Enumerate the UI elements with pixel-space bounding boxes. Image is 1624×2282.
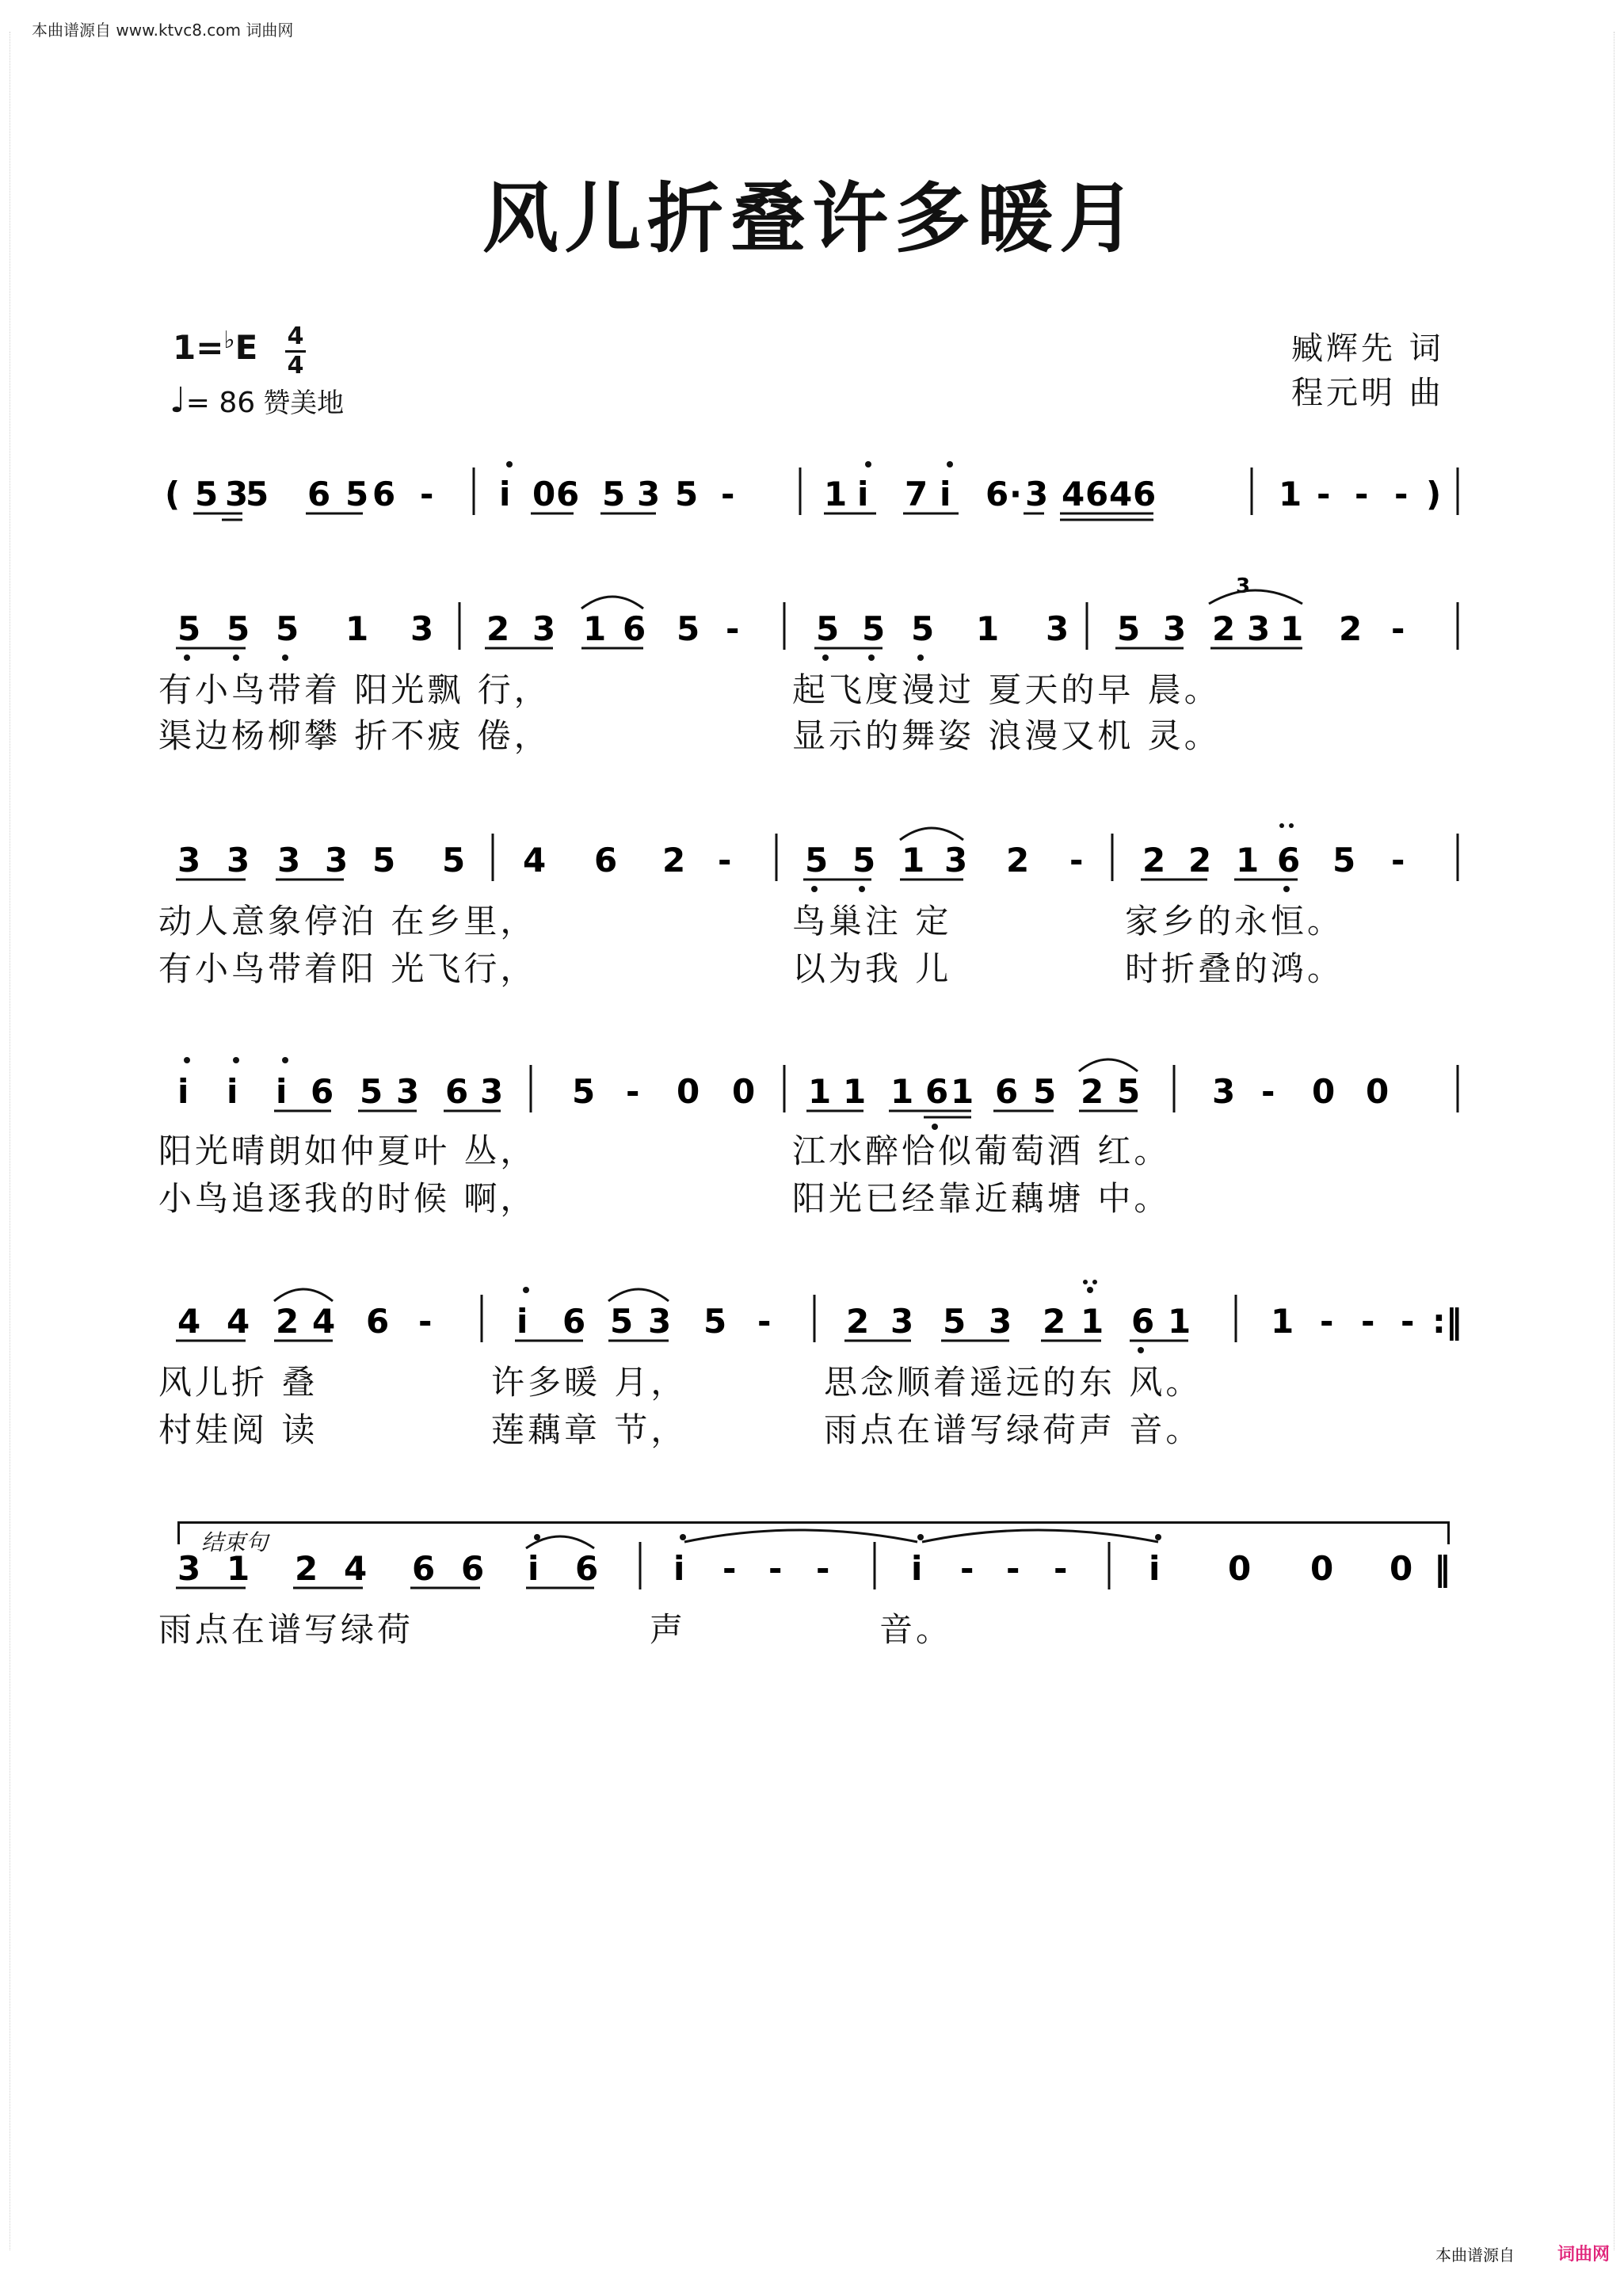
note: 5 [677, 609, 700, 648]
note: 4 [1062, 475, 1085, 513]
note: 3 [325, 841, 349, 880]
note: 6 [995, 1072, 1019, 1111]
note: 2 [1188, 841, 1212, 880]
expression-mark: 赞美地 [263, 387, 345, 419]
note: 1 [824, 475, 848, 513]
note: 5 [610, 1302, 634, 1341]
ending-label: 结束句 [201, 1529, 269, 1555]
note: · [1009, 475, 1022, 513]
note: 6 [594, 841, 618, 880]
note: - [1317, 475, 1331, 513]
note: 1 [1168, 1302, 1191, 1341]
note: 3 [989, 1302, 1012, 1341]
lyric-line-6: 小鸟追逐我的时候 啊， 阳光已经靠近藕塘 中。 [158, 1179, 1171, 1218]
note: 4 [177, 1302, 201, 1341]
note: 1 [843, 1072, 867, 1111]
note: 6 [412, 1549, 436, 1588]
note: 5 [372, 841, 396, 880]
note: 5 [1117, 1072, 1141, 1111]
note: 5 [572, 1072, 596, 1111]
note: 1 [808, 1072, 832, 1111]
note: 5 [602, 475, 626, 513]
note: - [960, 1549, 974, 1588]
note: 5 [1117, 609, 1141, 648]
note: 1 [1081, 1302, 1104, 1341]
note: 6 [311, 1072, 334, 1111]
note: - [757, 1302, 772, 1341]
note: 5 [703, 1302, 727, 1341]
footer-source: 本曲谱源自 [1435, 2246, 1515, 2265]
note: 3 [177, 1549, 201, 1588]
note: - [626, 1072, 640, 1111]
note: i [528, 1549, 539, 1588]
note: i [177, 1072, 189, 1111]
note: 1 [1280, 609, 1304, 648]
key-signature: 1=♭E [173, 326, 258, 367]
right-margin-strip [1614, 32, 1624, 2250]
lyric-line-2: 渠边杨柳攀 折不疲 倦， 显示的舞姿 浪漫又机 灵。 [158, 716, 1221, 755]
repeat-end: :‖ [1432, 1302, 1462, 1341]
system-5-notes [177, 1302, 1462, 1341]
note: 5 [345, 475, 369, 513]
note: 5 [442, 841, 466, 880]
note: - [816, 1549, 830, 1588]
note: ) [1426, 475, 1442, 513]
note: 6 [1131, 1302, 1155, 1341]
source-note: 本曲谱源自 www.ktvc8.com 词曲网 [32, 21, 294, 40]
lyric-line-9: 雨点在谱写绿荷 声 音。 [158, 1610, 953, 1649]
note: i [911, 1549, 923, 1588]
note: 5 [1332, 841, 1356, 880]
final-barline: ‖ [1434, 1549, 1451, 1588]
note: 5 [246, 475, 269, 513]
note: 0 [1310, 1549, 1334, 1588]
note: 6 [461, 1549, 485, 1588]
note: - [1261, 1072, 1275, 1111]
note: 6 [1133, 475, 1157, 513]
triplet-mark: 3 [1236, 574, 1251, 598]
note: 1 [1271, 1302, 1294, 1341]
note: i [517, 1302, 528, 1341]
note: - [418, 1302, 433, 1341]
footer-site-logo: 词曲网 [1557, 2245, 1611, 2265]
note: i [1149, 1549, 1161, 1588]
note: 1 [902, 841, 925, 880]
lyric-line-5: 阳光晴朗如仲夏叶 丛， 江水醉恰似葡萄酒 红。 [158, 1131, 1171, 1170]
system-2-notes [177, 574, 1405, 648]
note: i [227, 1072, 238, 1111]
note: 6 [985, 475, 1009, 513]
note: 4 [1109, 475, 1133, 513]
note: ( [165, 475, 181, 513]
note: 5 [177, 609, 201, 648]
note: 2 [846, 1302, 870, 1341]
note: 6 [1085, 475, 1109, 513]
note: 3 [944, 841, 968, 880]
note: 5 [862, 609, 886, 648]
system-3-notes [177, 841, 1405, 880]
note: 1 [1236, 841, 1260, 880]
note: 1 [345, 609, 369, 648]
note: 3 [1247, 609, 1271, 648]
note: 2 [662, 841, 686, 880]
note: - [726, 609, 740, 648]
lyricist-credit: 臧辉先 词 [1291, 330, 1444, 367]
system-3-dots [811, 823, 1294, 892]
note: 4 [344, 1549, 368, 1588]
note: 2 [1006, 841, 1030, 880]
note: 3 [890, 1302, 914, 1341]
note: 5 [360, 1072, 383, 1111]
note: 1 [227, 1549, 250, 1588]
note: 5 [195, 475, 219, 513]
tempo-marking: ♩= 86 赞美地 [170, 380, 345, 421]
note: - [722, 1549, 737, 1588]
note: 0 [1228, 1549, 1252, 1588]
note: - [1006, 1549, 1020, 1588]
note: 5 [675, 475, 699, 513]
note: 5 [805, 841, 829, 880]
note: 2 [1043, 1302, 1066, 1341]
note: 3 [225, 475, 249, 513]
note: 6 [307, 475, 331, 513]
note: - [1361, 1302, 1375, 1341]
note: 6 [1277, 841, 1301, 880]
note: 5 [276, 609, 299, 648]
note: 6 [445, 1072, 469, 1111]
note: 2 [276, 1302, 299, 1341]
note: - [1394, 475, 1409, 513]
note: 3 [410, 609, 434, 648]
note: 5 [943, 1302, 966, 1341]
note: 2 [1142, 841, 1166, 880]
note: 6 [372, 475, 396, 513]
note: 1 [976, 609, 1000, 648]
note: 5 [911, 609, 935, 648]
note: 3 [1212, 1072, 1236, 1111]
note: - [420, 475, 434, 513]
note: - [1391, 841, 1405, 880]
note: 3 [480, 1072, 504, 1111]
lyric-line-8: 村娃阅 读 莲藕章 节， 雨点在谱写绿荷声 音。 [158, 1410, 1203, 1449]
note: 0 [1312, 1072, 1336, 1111]
note: 3 [1046, 609, 1069, 648]
note: - [1054, 1549, 1068, 1588]
note: - [1069, 841, 1084, 880]
note: 3 [648, 1302, 672, 1341]
note: - [718, 841, 732, 880]
note: 0 [532, 475, 556, 513]
note: - [1355, 475, 1369, 513]
system-6-notes [177, 1549, 1451, 1588]
note: 0 [732, 1072, 756, 1111]
composer-credit: 程元明 曲 [1291, 375, 1444, 411]
lyric-line-7: 风儿折 叠 许多暖 月， 思念顺着遥远的东 风。 [158, 1363, 1203, 1402]
note: 0 [1366, 1072, 1390, 1111]
note: 5 [852, 841, 876, 880]
note: 2 [486, 609, 510, 648]
note: 4 [227, 1302, 250, 1341]
note: 3 [277, 841, 301, 880]
note: 3 [1025, 475, 1049, 513]
note: - [1401, 1302, 1415, 1341]
note: 3 [532, 609, 556, 648]
note: 1 [951, 1072, 974, 1111]
note: 3 [177, 841, 201, 880]
lyric-line-4: 有小鸟带着阳 光飞行， 以为我 儿 时折叠的鸿。 [158, 949, 1344, 988]
note: 5 [227, 609, 250, 648]
lyric-line-1: 有小鸟带着 阳光飘 行， 起飞度漫过 夏天的早 晨。 [158, 670, 1221, 709]
system-1-notes [165, 475, 1441, 513]
note: 6 [575, 1549, 599, 1588]
note: - [1320, 1302, 1334, 1341]
note: i [673, 1549, 685, 1588]
note: 2 [1081, 1072, 1104, 1111]
system-1-dots [506, 461, 953, 467]
song-title: 风儿折叠许多暖月 [482, 174, 1142, 263]
note: 1 [1279, 475, 1302, 513]
note: 7 [905, 475, 928, 513]
note: i [276, 1072, 288, 1111]
note: i [499, 475, 511, 513]
time-signature: 4 4 [285, 325, 306, 378]
note: 2 [1339, 609, 1363, 648]
note: 0 [1390, 1549, 1413, 1588]
note: 2 [1212, 609, 1236, 648]
note: 3 [396, 1072, 420, 1111]
note: 0 [677, 1072, 700, 1111]
note: - [721, 475, 735, 513]
note: 4 [523, 841, 547, 880]
note: i [940, 475, 951, 513]
note: 4 [312, 1302, 336, 1341]
note: 1 [890, 1072, 914, 1111]
system-6-dots [534, 1534, 1161, 1540]
quarter-note-icon: ♩ [170, 380, 186, 421]
lyric-line-3: 动人意象停泊 在乡里， 鸟巢注 定 家乡的永恒。 [158, 902, 1344, 941]
note: 3 [1163, 609, 1187, 648]
note: 1 [583, 609, 607, 648]
note: 3 [227, 841, 250, 880]
note: 5 [816, 609, 840, 648]
note: 6 [925, 1072, 949, 1111]
system-2-dots [184, 654, 924, 661]
note: 6 [562, 1302, 586, 1341]
note: - [768, 1549, 783, 1588]
note: 5 [1033, 1072, 1057, 1111]
note: 6 [366, 1302, 390, 1341]
left-margin-strip [0, 32, 10, 2250]
note: 3 [637, 475, 661, 513]
note: 6 [623, 609, 646, 648]
note: 6 [556, 475, 580, 513]
note: 2 [295, 1549, 318, 1588]
note: - [1391, 609, 1405, 648]
note: i [857, 475, 869, 513]
